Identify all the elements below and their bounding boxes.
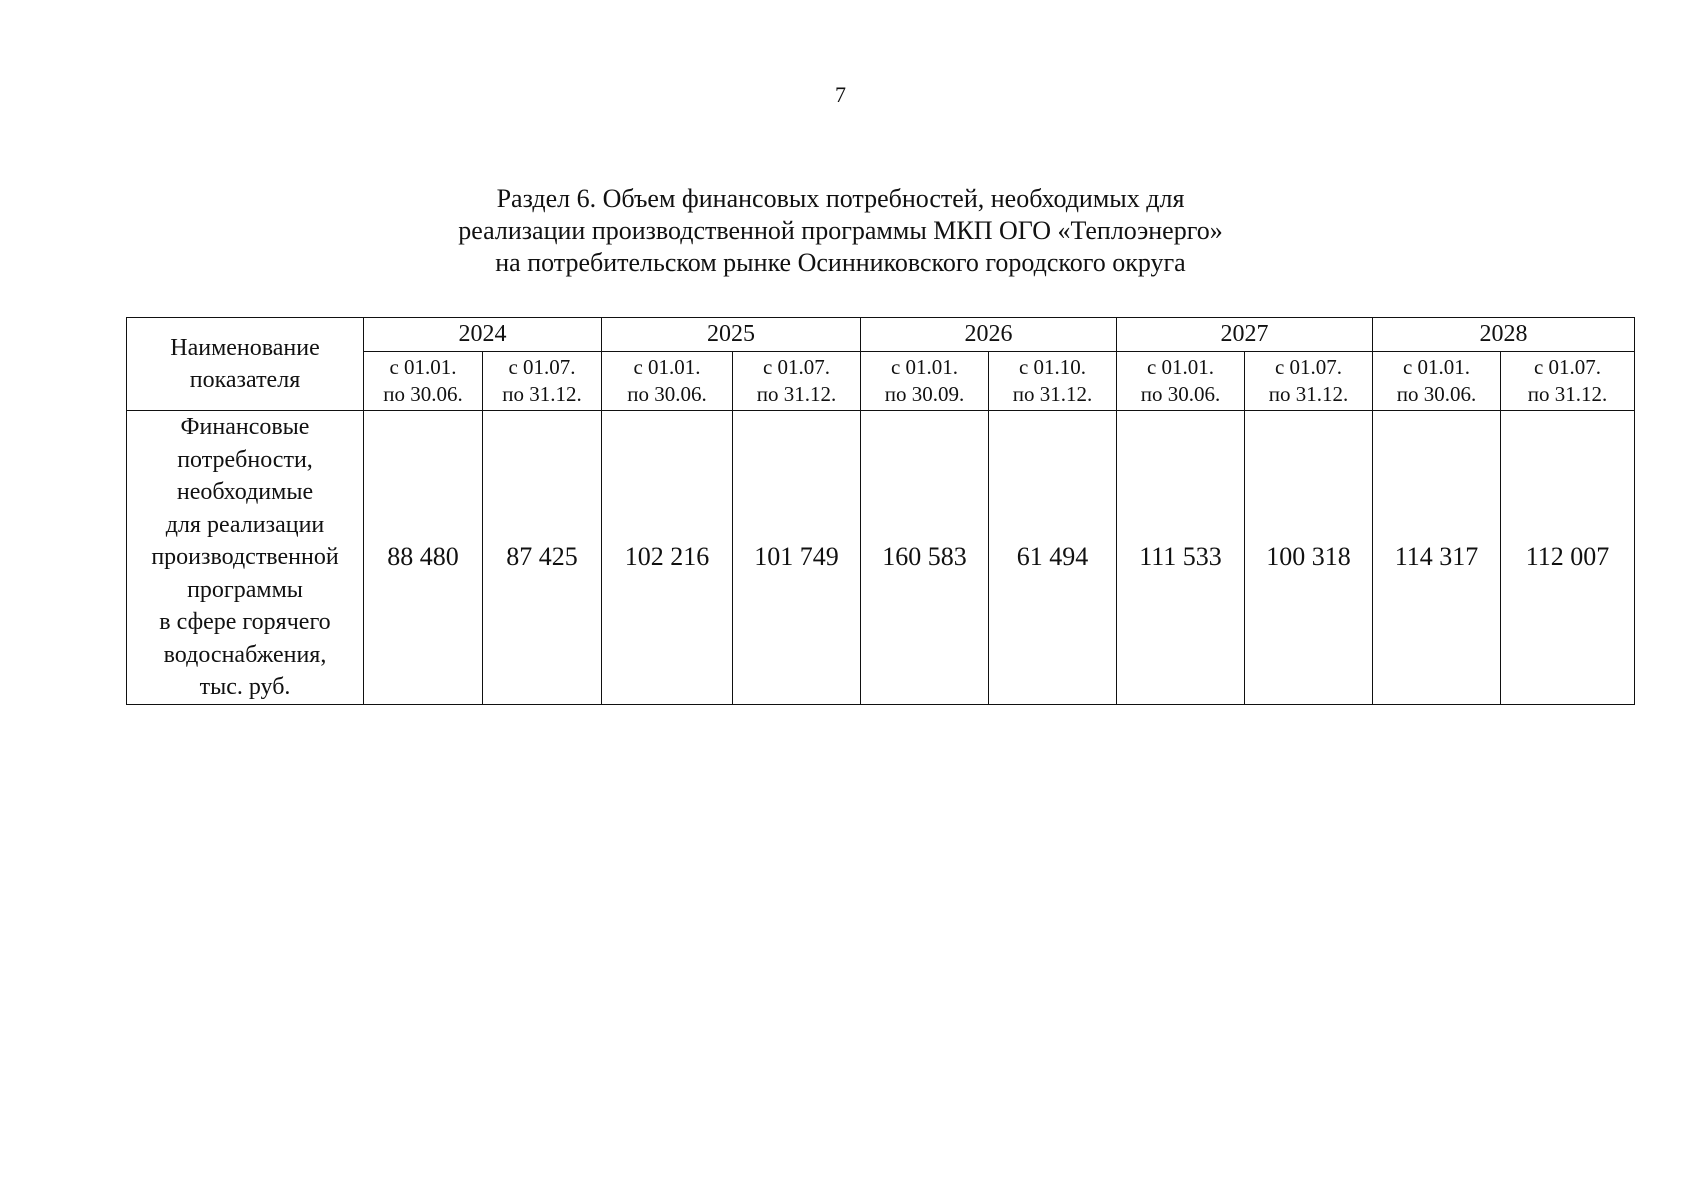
period-from: с 01.01. (633, 355, 701, 379)
period-to: по 31.12. (502, 382, 582, 406)
period-from: с 01.07. (1274, 355, 1343, 379)
period-from: с 01.01. (1146, 355, 1215, 379)
period-from: с 01.01. (389, 355, 457, 379)
value-cell: 112 007 (1501, 411, 1635, 705)
section-title (0, 183, 1681, 279)
indicator-name-line: для реализации (165, 511, 325, 538)
title-line: реализации производственной программы МКП ОГО «Теплоэнерго» (458, 216, 1223, 245)
period-to: по 31.12. (1012, 382, 1093, 406)
year-header-2028: 2028 (1373, 318, 1635, 352)
page-number: 7 (835, 82, 846, 107)
indicator-name-line: тыс. руб. (199, 674, 291, 700)
period-from: с 01.01. (1402, 355, 1471, 379)
period-from: с 01.07. (1533, 355, 1602, 379)
value-cell: 102 216 (602, 411, 733, 705)
title-line: Раздел 6. Объем финансовых потребностей, необходимых для (496, 184, 1185, 213)
indicator-name-line: водоснабжения, (163, 641, 327, 668)
period-to: по 30.06. (1396, 382, 1477, 406)
value-cell: 61 494 (989, 411, 1117, 705)
year-header-2024: 2024 (364, 318, 602, 352)
value-cell: 101 749 (733, 411, 861, 705)
period-header-cell (1373, 352, 1501, 411)
year-header-2025: 2025 (602, 318, 861, 352)
period-to: по 30.06. (627, 382, 707, 406)
indicator-header-cell (127, 318, 364, 411)
period-from: с 01.10. (1018, 355, 1087, 379)
period-to: по 31.12. (756, 382, 837, 406)
year-header-2027: 2027 (1117, 318, 1373, 352)
indicator-name-line: программы (187, 576, 303, 603)
period-to: по 31.12. (1527, 382, 1608, 406)
indicator-name-line: потребности, (177, 446, 313, 473)
period-to: по 30.09. (884, 382, 965, 406)
period-header-cell (364, 352, 483, 411)
indicator-name-cell (127, 411, 364, 705)
period-header-cell (1117, 352, 1245, 411)
year-header-row (127, 318, 1635, 352)
period-to: по 31.12. (1268, 382, 1349, 406)
indicator-name-line: в сфере горячего (159, 609, 331, 635)
period-from: с 01.07. (508, 355, 576, 379)
period-header-cell (861, 352, 989, 411)
period-header-cell (1501, 352, 1635, 411)
indicator-name-line: необходимые (176, 479, 314, 505)
value-cell: 114 317 (1373, 411, 1501, 705)
period-from: с 01.01. (890, 355, 959, 379)
value-cell: 100 318 (1245, 411, 1373, 705)
indicator-header-line: показателя (189, 367, 301, 393)
indicator-name-line: Финансовые (180, 414, 310, 440)
period-to: по 30.06. (383, 382, 463, 406)
indicator-header-line: Наименование (170, 335, 320, 361)
financial-needs-table (126, 317, 1635, 705)
period-header-cell (733, 352, 861, 411)
value-cell: 87 425 (483, 411, 602, 705)
value-cell: 111 533 (1117, 411, 1245, 705)
period-header-cell (1245, 352, 1373, 411)
value-cell: 160 583 (861, 411, 989, 705)
period-header-cell (989, 352, 1117, 411)
period-header-cell (483, 352, 602, 411)
period-from: с 01.07. (762, 355, 831, 379)
table-row (127, 411, 1635, 705)
title-line: на потребительском рынке Осинниковского городского округа (495, 248, 1186, 277)
period-header-cell (602, 352, 733, 411)
period-to: по 30.06. (1140, 382, 1221, 406)
indicator-name-line: производственной (151, 544, 339, 570)
value-cell: 88 480 (364, 411, 483, 705)
year-header-2026: 2026 (861, 318, 1117, 352)
